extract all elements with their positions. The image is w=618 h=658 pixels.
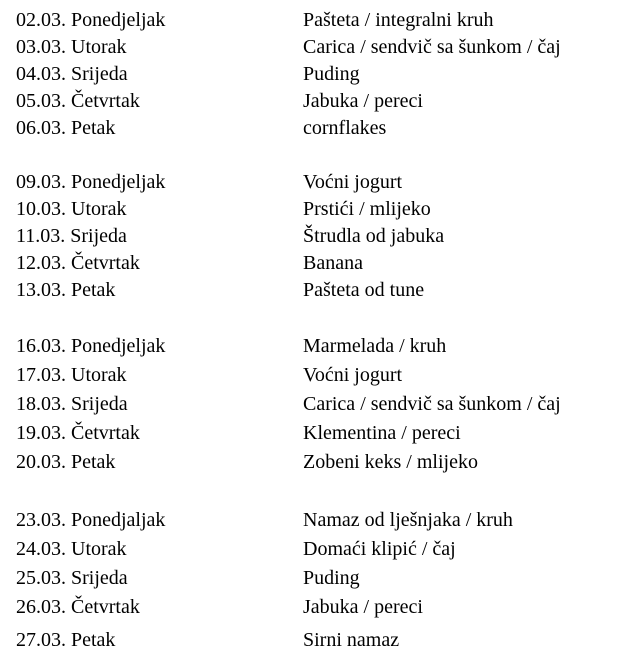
day-label: 25.03. Srijeda	[16, 567, 128, 589]
day-label: 26.03. Četvrtak	[16, 596, 140, 618]
day-label: 24.03. Utorak	[16, 538, 127, 560]
meal-label: Prstići / mlijeko	[303, 198, 431, 220]
week-block	[16, 0, 616, 142]
table-row	[16, 250, 616, 277]
table-row	[16, 564, 616, 593]
day-label: 17.03. Utorak	[16, 364, 127, 386]
week-block	[16, 506, 616, 656]
day-label: 05.03. Četvrtak	[16, 90, 140, 112]
meal-label: Štrudla od jabuka	[303, 225, 445, 247]
week-spacer	[16, 477, 616, 506]
day-label: 18.03. Srijeda	[16, 393, 128, 415]
meal-label: Jabuka / pereci	[303, 596, 423, 618]
meal-label: Pašteta / integralni kruh	[303, 9, 494, 31]
meal-label: Puding	[303, 63, 360, 85]
day-label: 12.03. Četvrtak	[16, 252, 140, 274]
meal-label: Voćni jogurt	[303, 364, 403, 386]
meal-label: cornflakes	[303, 117, 387, 139]
table-row	[16, 448, 616, 477]
table-row	[16, 535, 616, 564]
table-row	[16, 115, 616, 142]
table-row	[16, 593, 616, 622]
meal-label: Zobeni keks / mlijeko	[303, 451, 478, 473]
day-label: 06.03. Petak	[16, 117, 116, 139]
meal-label: Banana	[303, 252, 363, 274]
table-row	[16, 61, 616, 88]
day-label: 13.03. Petak	[16, 279, 116, 301]
meal-label: Sirni namaz	[303, 629, 400, 651]
day-label: 27.03. Petak	[16, 629, 116, 651]
day-label: 19.03. Četvrtak	[16, 422, 140, 444]
meal-label: Pašteta od tune	[303, 279, 425, 301]
week-block	[16, 332, 616, 477]
table-row	[16, 277, 616, 304]
day-label: 03.03. Utorak	[16, 36, 127, 58]
meal-label: Namaz od lješnjaka / kruh	[303, 509, 513, 531]
meal-label: Klementina / pereci	[303, 422, 461, 444]
table-row	[16, 196, 616, 223]
table-row	[16, 169, 616, 196]
table-row	[16, 88, 616, 115]
week-spacer	[16, 142, 616, 169]
week-spacer	[16, 304, 616, 332]
meal-label: Domaći klipić / čaj	[303, 538, 456, 560]
table-row	[16, 7, 616, 34]
table-row	[16, 390, 616, 419]
week-block	[16, 169, 616, 304]
meal-label: Marmelada / kruh	[303, 335, 447, 357]
day-label: 20.03. Petak	[16, 451, 116, 473]
meal-label: Voćni jogurt	[303, 171, 403, 193]
table-row	[16, 223, 616, 250]
menu-document	[16, 0, 616, 656]
meal-label: Carica / sendvič sa šunkom / čaj	[303, 36, 561, 58]
table-row	[16, 332, 616, 361]
day-label: 16.03. Ponedjeljak	[16, 335, 166, 357]
table-row	[16, 506, 616, 535]
table-row	[16, 361, 616, 390]
day-label: 11.03. Srijeda	[16, 225, 127, 247]
day-label: 02.03. Ponedjeljak	[16, 9, 166, 31]
day-label: 23.03. Ponedjaljak	[16, 509, 166, 531]
meal-label: Carica / sendvič sa šunkom / čaj	[303, 393, 561, 415]
day-label: 09.03. Ponedjeljak	[16, 171, 166, 193]
table-row	[16, 622, 616, 656]
table-row	[16, 34, 616, 61]
day-label: 04.03. Srijeda	[16, 63, 128, 85]
table-row	[16, 419, 616, 448]
day-label: 10.03. Utorak	[16, 198, 127, 220]
meal-label: Jabuka / pereci	[303, 90, 423, 112]
meal-label: Puding	[303, 567, 360, 589]
